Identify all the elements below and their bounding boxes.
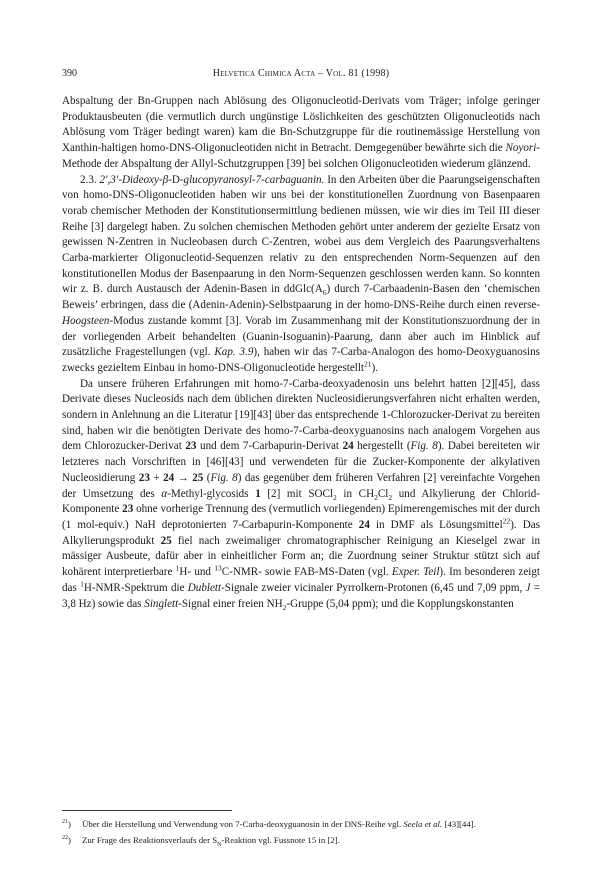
footnote-mark: $^{22}$) xyxy=(62,834,71,845)
footnote-21 xyxy=(62,818,540,831)
page-header xyxy=(62,66,540,82)
footnote-text: Über die Herstellung und Verwendung von 7-Carba-deoxyguanosin in der DNS-Reihe vgl. Seela et al. [43][44]. xyxy=(82,819,476,829)
footnotes xyxy=(62,818,540,849)
paragraph-1: Abspaltung der Bn-Gruppen nach Ablösung des Oligonucleotid-Derivats vom Träger; infolge geringer Produktausbeuten (die vermutlich durch ungünstige Löslichkeiten des geschützten Oligonucleotids nach Ablösung vom Träger bedingt waren) kam die Bn-Schutzgruppe für die routinemässige Herstellung von Xanthin-haltigen homo-DNS-Oligonucleotiden nicht in Betracht. Demgegenüber bewährte sich die Noyori-Methode der Abspaltung der Allyl-Schutzgruppen [39] bei solchen Oligonucleotiden wiederum glänzend. xyxy=(62,95,540,170)
paragraph-2: 2.3. 2′,3′-Dideoxy-β-D-glucopyranosyl-7-carbaguanin. In den Arbeiten über die Paarungseigenschaften von homo-DNS-Oligonucleotiden haben wir uns bei der konstitutionellen Zuordnung von Basenpaaren vorab chemischer Methoden der Konstitutionsermittlung bedienen müssen, wie wir dies im Teil III dieser Reihe [3] dargelegt haben. Zu solchen chemischen Methoden gehört unter anderem der gezielte Ersatz von gewissen N-Zentren in Nucleobasen durch C-Zentren, wobei aus dem Vergleich des Paarungsverhaltens Carba-markierter Oligonucleotid-Sequenzen relativ zu den entsprechenden Norm-Sequenzen auf den konstitutionellen Modus der Basenpaarung in den Norm-Sequenzen geschlossen werden kann. So konnten wir z. B. durch Austausch der Adenin-Basen in $ddGlc(A_6)$ durch 7-Carbaadenin-Basen den ‘chemischen Beweis’ erbringen, dass die (Adenin-Adenin)-Selbstpaarung in der homo-DNS-Reihe durch einen reverse-Hoogsteen-Modus zustande kommt [3]. Vorab im Zusammenhang mit der Konstitutionszuordnung der in der vorliegenden Arbeit behandelten (Guanin-Isoguanin)-Paarung, dann aber auch im Hinblick auf zusätzliche Fragestellungen (vgl. Kap. 3.9), haben wir das 7-Carba-Analogon des homo-Deoxyguanosins zwecks gezieltem Einbau in homo-DNS-Oligonucleotide hergestellt$^{21}$). xyxy=(62,173,540,374)
running-title: Helvetica Chimica Acta – Vol. 81 (1998) xyxy=(212,68,390,79)
footnote-mark: $^{21}$) xyxy=(62,819,71,829)
footnote-22 xyxy=(62,834,540,847)
body-text xyxy=(62,94,540,612)
paragraph-3: Da unsere früheren Erfahrungen mit homo-7-Carba-deoxyadenosin uns belehrt hatten [2][45], dass Derivate dieses Nucleosids nach dem üblichen direkten Nucleosidierungsverfahren nicht erhalten werden, sondern in Anlehnung an die Literatur [19][43] über das entsprechende 1-Chlorozucker-Derivat zu bereiten sind, haben wir die benötigten Derivate des homo-7-Carba-deoxyguanosins nach analogem Vorgehen aus dem Chlorozucker-Derivat 23 und dem 7-Carbapurin-Derivat 24 hergestellt (Fig. 8). Dabei bereiteten wir letzteres nach Vorschriften in [46][43] und verwendeten für die Zucker-Komponente der alkylativen Nucleosidierung 23 + 24 → 25 (Fig. 8) das gegenüber dem früheren Verfahren [2] vereinfachte Vorgehen der Umsetzung des α-Methyl-glycosids 1 [2] mit SOCl$_2$ in $CH_2Cl_2$ und Alkylierung der Chlorid-Komponente 23 ohne vorherige Trennung des (vermutlich vorliegenden) Epimerengemisches mit der durch (1 mol-equiv.) NaH deprotonierten 7-Carbapurin-Komponente 24 in DMF als Lösungsmittel$^{22}$). Das Alkylierungsprodukt 25 fiel nach zweimaliger chromatographischer Reinigung an Kieselgel zwar in mässiger Ausbeute, dafür aber in einheitlicher Form an; die Zuordnung seiner Struktur stützt sich auf kohärent interpretierbare $^1$H- und $^{13}$C-NMR- sowie FAB-MS-Daten (vgl. Exper. Teil). Im besonderen zeigt das $^1$H-NMR-Spektrum die Dublett-Signale zweier vicinaler Pyrrolkern-Protonen (6,45 und 7,09 ppm, J = 3,8 Hz) sowie das Singlett-Signal einer freien $NH_2$-Gruppe (5,04 ppm); und die Kopplungskonstanten xyxy=(62,377,541,612)
page-number: 390 xyxy=(62,68,77,79)
footnote-text: Zur Frage des Reaktionsverlaufs der $S_N$-Reaktion vgl. Fussnote 15 in [2]. xyxy=(82,834,340,848)
footnote-separator xyxy=(62,810,232,811)
